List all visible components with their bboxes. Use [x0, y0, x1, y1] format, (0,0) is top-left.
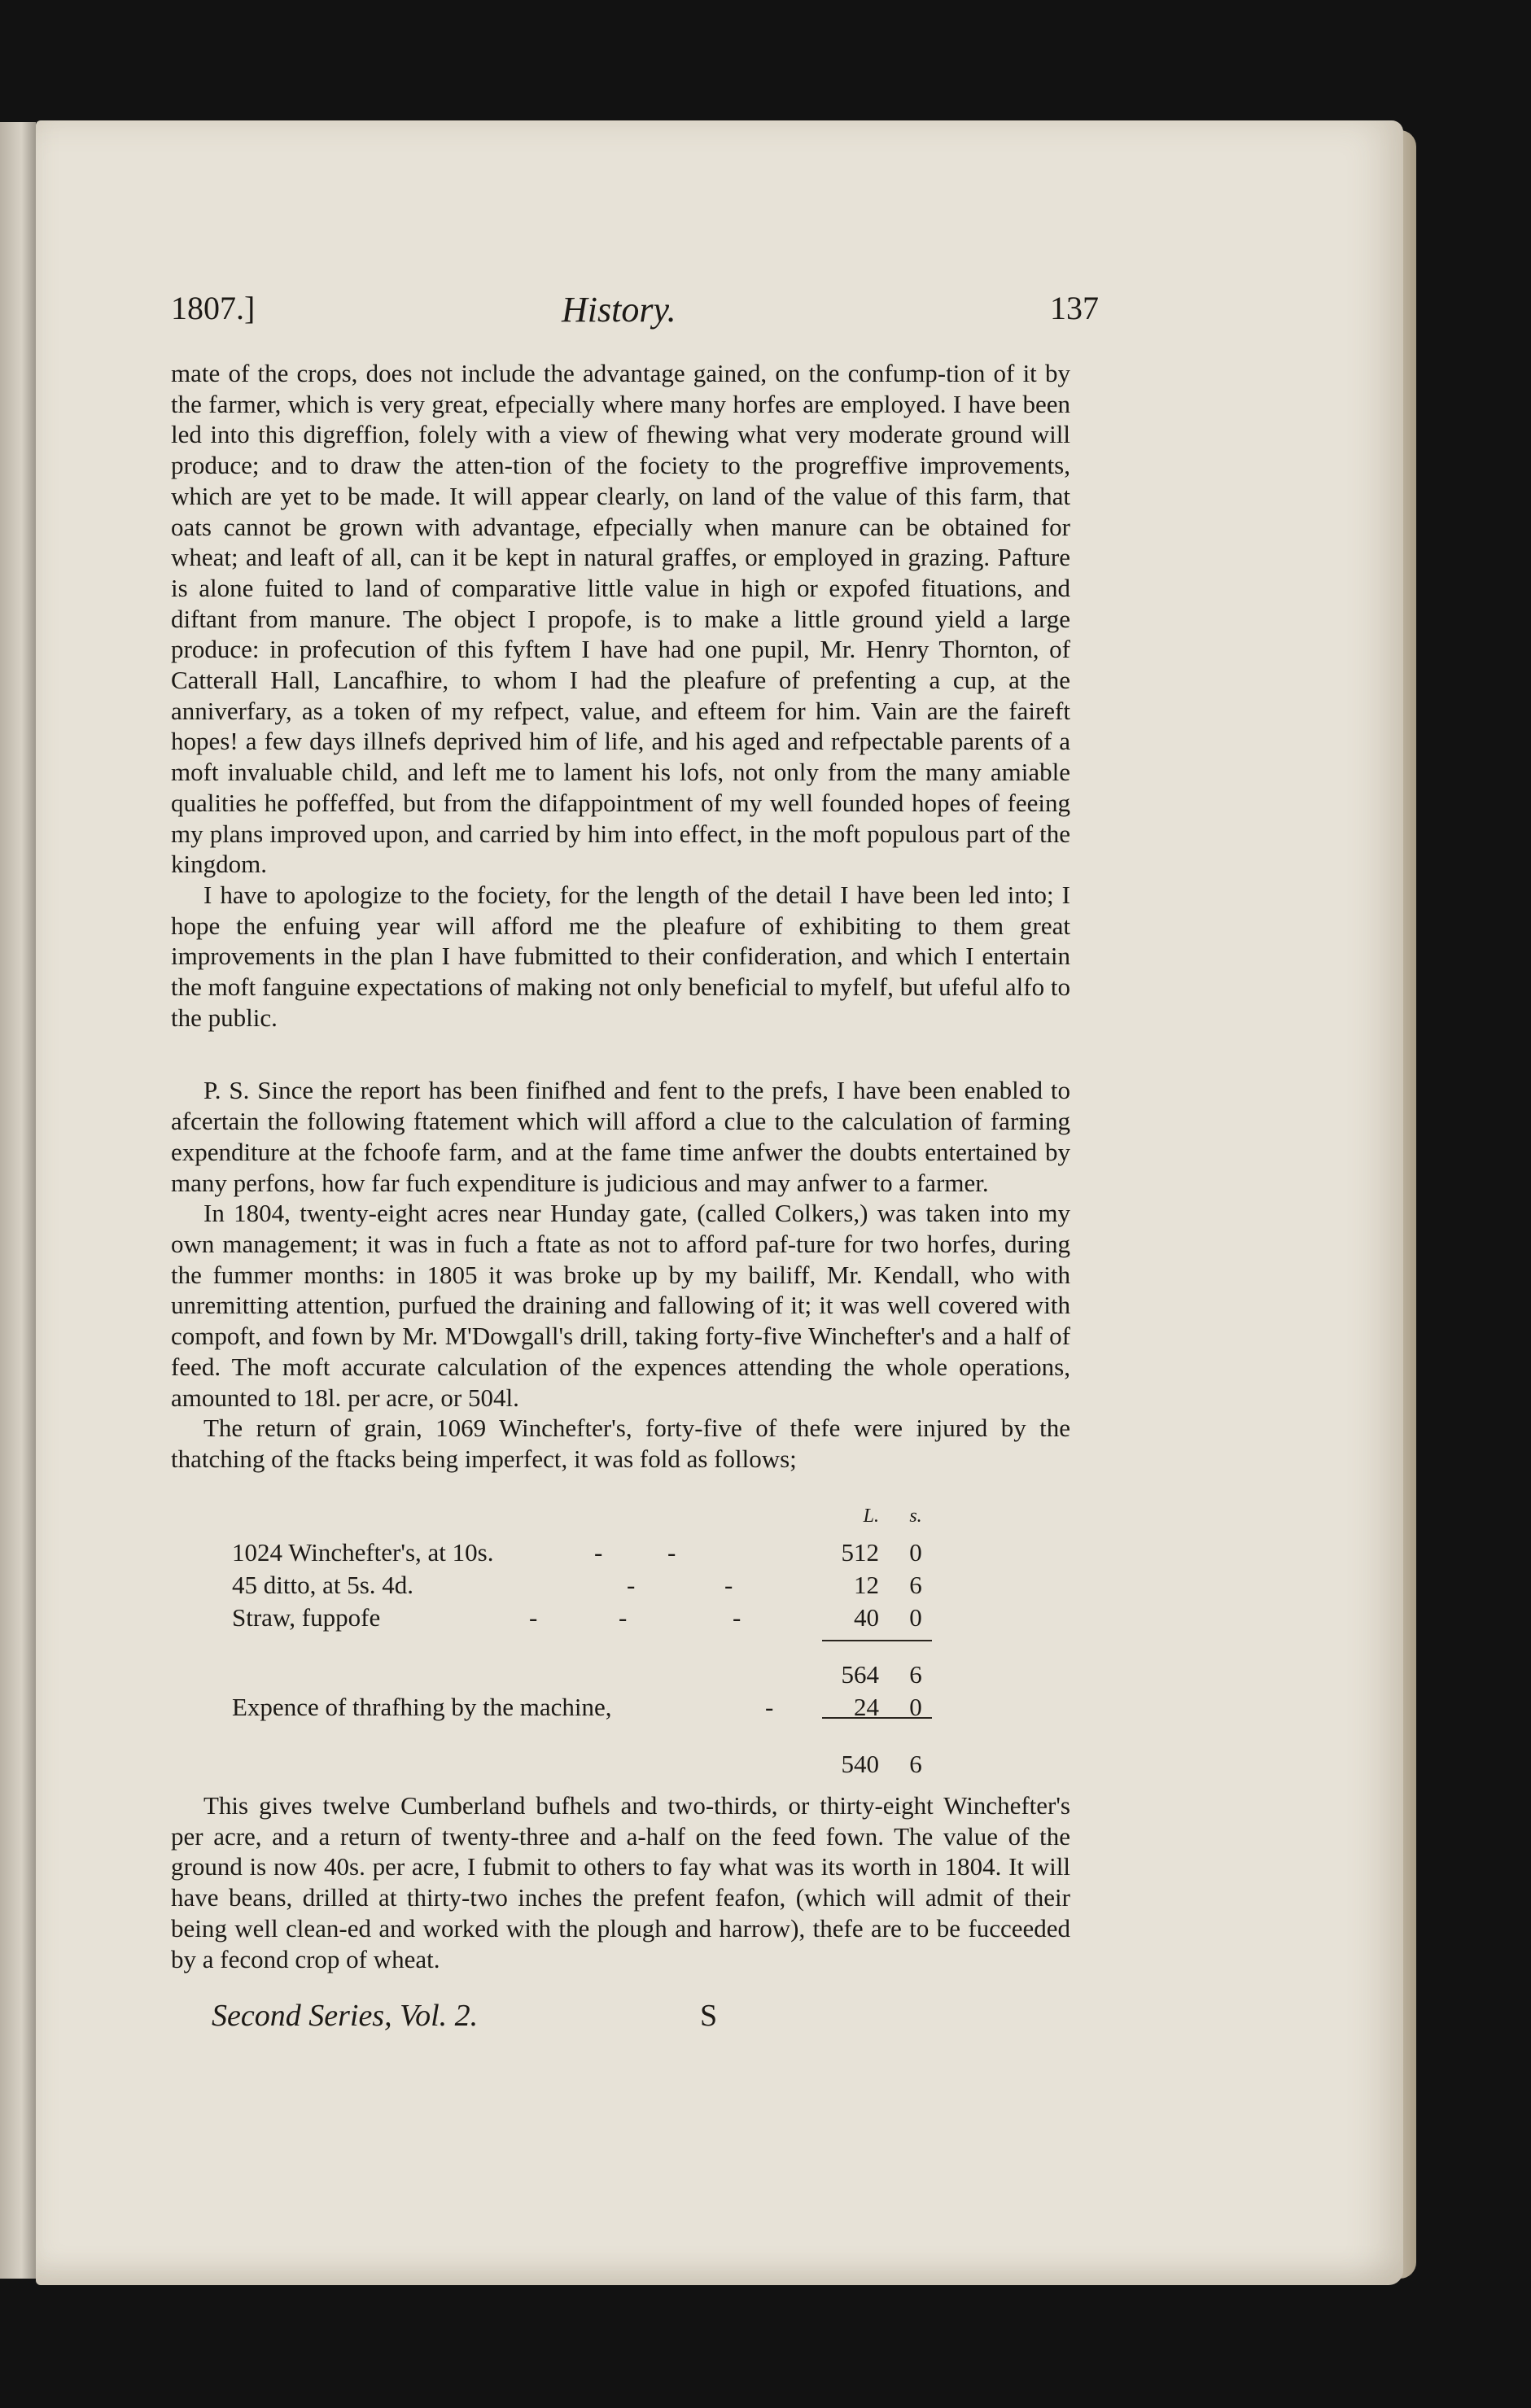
col-pounds-header: L. — [863, 1506, 879, 1527]
total-shillings: 6 — [909, 1750, 922, 1778]
row-description: Straw, fuppofe — [232, 1603, 381, 1632]
paragraph-1: mate of the crops, does not include the advantage gained, on the confump-tion of it by the farmer, which is very great, efpecially where many horfes are employed. I have been led into this digreffion, folely with a view of fhewing what very moderate ground will produce; and to draw the atten-tion of the fociety to the progreffive improvements, which are yet to be made. It will appear clearly, on land of the value of this farm, that oats cannot be grown with advantage, efpecially when manure can be obtained for wheat; and leaft of all, can it be kept in natural graffes, or employed in grazing. Pafture is alone fuited to land of comparative little value in high or expofed fituations, and diftant from manure. The object I propofe, is to make a little ground yield a large produce: in profecution of this fyftem I have had one pupil, Mr. Henry Thornton, of Catterall Hall, Lancafhire, to whom I had the pleafure of prefenting a cup, at the anniverfary, as a token of my refpect, value, and efteem for him. Vain are the faireft hopes! a few days illnefs deprived him of life, and his aged and refpectable parents of a moft invaluable child, and left me to lament his lofs, not only from the many amiable qualities he poffeffed, but from the difappointment of my well founded hopes of feeing my plans improved upon, and carried by him into effect, in the moft populous part of the kingdom. — [171, 359, 1070, 879]
table-row: 45 ditto, at 5s. 4d. - - 12 6 — [171, 1571, 1070, 1603]
signature-mark: S — [700, 1999, 718, 2033]
row-description: 45 ditto, at 5s. 4d. — [232, 1571, 414, 1599]
paragraph-2: I have to apologize to the fociety, for the length of the detail I have been led into; I hope the enfuing year will afford me the pleafure of exhibiting to them great improvements in the plan I have fubmitted to their confideration, and which I entertain the moft fanguine expectations of making not only beneficial to myfelf, but ufeful alfo to the public. — [171, 880, 1070, 1032]
row-pounds: 40 — [854, 1603, 879, 1632]
page-footer — [212, 1998, 944, 2047]
row-shillings: 0 — [909, 1538, 922, 1567]
main-text — [171, 358, 1070, 1475]
closing-paragraph: This gives twelve Cumberland bufhels and two-thirds, or thirty-eight Winchefter's per acre, and a return of twenty-three and a-half on the feed fown. The value of the ground is now 40s. per acre, I fubmit to others to fay what was its worth in 1804. It will have beans, drilled at thirty-two inches the prefent feafon, (which will admit of their being well clean-ed and worked with the plough and harrow), thefe are to be fucceeded by a fecond crop of wheat. — [171, 1791, 1070, 1973]
row-shillings: 0 — [909, 1603, 922, 1632]
left-page-edge — [0, 122, 36, 2279]
subtotal-pounds: 564 — [841, 1660, 879, 1689]
paragraph-5: The return of grain, 1069 Winchefter's, forty-five of thefe were injured by the thatching of the ftacks being imperfect, it was fold as follows; — [171, 1414, 1070, 1473]
deduction-description: Expence of thrafhing by the machine, — [232, 1693, 612, 1721]
total-row — [171, 1750, 1070, 1782]
row-description: 1024 Winchefter's, at 10s. — [232, 1538, 494, 1567]
closing-text — [171, 1790, 1070, 1974]
subtotal-shillings: 6 — [909, 1660, 922, 1689]
series-volume: Second Series, Vol. 2. — [212, 1999, 479, 2033]
table-row: Straw, fuppofe - - - 40 0 — [171, 1603, 1070, 1636]
total-pounds: 540 — [841, 1750, 879, 1778]
running-header — [171, 289, 1099, 338]
deduction-pounds: 24 — [854, 1693, 879, 1721]
row-shillings: 6 — [909, 1571, 922, 1599]
total-rule — [822, 1717, 932, 1719]
row-pounds: 512 — [841, 1538, 879, 1567]
col-shillings-header: s. — [909, 1506, 922, 1527]
accounts-table — [171, 1506, 1070, 1782]
subtotal-row — [171, 1660, 1070, 1693]
table-row: 1024 Winchefter's, at 10s. - - 512 0 — [171, 1538, 1070, 1571]
header-section-title: History. — [562, 290, 676, 330]
deduction-shillings: 0 — [909, 1693, 922, 1721]
paragraph-4: In 1804, twenty-eight acres near Hunday gate, (called Colkers,) was taken into my own management; it was in fuch a ftate as not to afford paf-ture for two horfes, during the fummer months: in 1805 it was broke up by my bailiff, Mr. Kendall, who with unremitting attention, purfued the draining and fallowing of it; it was well covered with compoft, and fown by Mr. M'Dowgall's drill, taking forty-five Winchefter's and a half of feed. The moft accurate calculation of the expences attending the whole operations, amounted to 18l. per acre, or 504l. — [171, 1199, 1070, 1412]
postscript-paragraph: P. S. Since the report has been finifhed and fent to the prefs, I have been enabled to afcertain the following ftatement which will afford a clue to the calculation of farming expenditure at the fchoofe farm, and at the fame time anfwer the doubts entertained by many perfons, how far fuch expenditure is judicious and may anfwer to a farmer. — [171, 1076, 1070, 1197]
subtotal-rule — [822, 1640, 932, 1641]
row-pounds: 12 — [854, 1571, 879, 1599]
page-number: 137 — [1050, 290, 1099, 326]
accounts-header-row — [171, 1506, 1070, 1538]
header-year: 1807.] — [171, 290, 256, 326]
deduction-row: Expence of thrafhing by the machine, - 24 0 — [171, 1693, 1070, 1725]
